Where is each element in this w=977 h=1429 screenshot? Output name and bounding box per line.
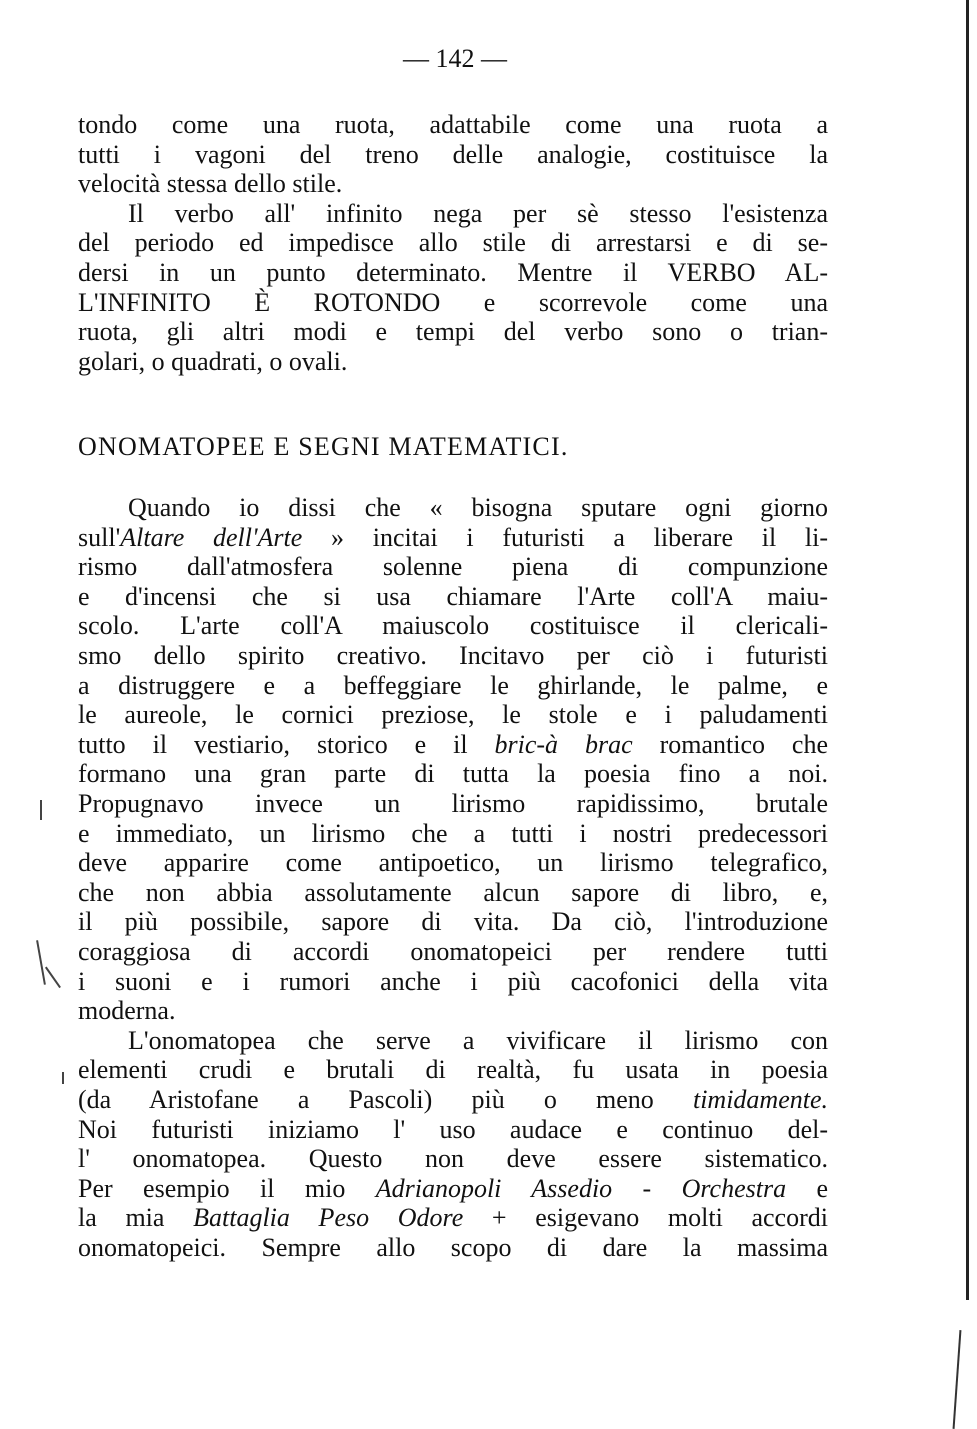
text-segment: e <box>786 1173 828 1203</box>
text-line <box>78 819 828 849</box>
text-segment: rismo dall'atmosfera solenne piena di compunzione <box>78 552 828 582</box>
page-edge-line-lower <box>953 1330 962 1429</box>
text-line <box>78 140 828 170</box>
text-segment: sull' <box>78 522 121 552</box>
text-line <box>78 1055 828 1085</box>
text-segment: Noi futuristi iniziamo l' uso audace e continuo del- <box>78 1114 828 1144</box>
text-segment: ruota, gli altri modi e tempi del verbo sono o trian- <box>78 317 828 347</box>
text-line <box>78 228 828 258</box>
text-segment: i suoni e i rumori anche i più cacofonici della vita <box>78 966 828 996</box>
text-line <box>78 317 828 347</box>
text-segment: del periodo ed impedisce allo stile di arrestarsi e di se- <box>78 228 828 258</box>
text-line <box>78 1203 828 1233</box>
text-segment: + esigevano molti accordi <box>463 1203 828 1233</box>
text-line <box>78 1085 828 1115</box>
text-segment: a distruggere e a beffeggiare le ghirlande, le palme, e <box>78 670 828 700</box>
text-segment: le aureole, le cornici preziose, le stole e i paludamenti <box>78 700 828 730</box>
text-segment: la mia <box>78 1203 194 1233</box>
text-line <box>78 1144 828 1174</box>
text-segment: » incitai i futuristi a liberare il li- <box>302 522 828 552</box>
text-line <box>78 110 828 140</box>
text-segment: Quando io dissi che « bisogna sputare ogni giorno <box>128 493 828 522</box>
text-line <box>78 493 828 523</box>
text-segment: formano una gran parte di tutta la poesia fino a noi. <box>78 759 828 789</box>
text-line <box>78 907 828 937</box>
text-segment: coraggiosa di accordi onomatopeici per rendere tutti <box>78 937 828 966</box>
text-line <box>78 258 828 288</box>
text-line <box>78 996 828 1026</box>
text-line <box>78 1026 828 1056</box>
text-line <box>78 878 828 908</box>
italic-text: Altare dell'Arte <box>120 522 303 552</box>
text-segment: che non abbia assolutamente alcun sapore di libro, e, <box>78 877 828 907</box>
text-segment: Per esempio il mio <box>78 1173 376 1203</box>
text-line <box>78 759 828 789</box>
text-segment: L'INFINITO È ROTONDO e scorrevole come una <box>78 287 828 317</box>
text-line <box>78 169 828 199</box>
margin-mark <box>36 940 45 985</box>
text-line <box>78 789 828 819</box>
italic-text: Adrianopoli Assedio - Orchestra <box>375 1173 787 1203</box>
italic-text: bric-à brac <box>494 729 633 759</box>
text-segment: e immediato, un lirismo che a tutti i nostri predecessori <box>78 818 828 848</box>
text-segment: deve apparire come antipoetico, un lirismo telegrafico, <box>78 848 828 878</box>
text-line <box>78 347 828 377</box>
text-segment: onomatopeici. Sempre allo scopo di dare la massima <box>78 1233 828 1262</box>
margin-mark <box>45 967 61 988</box>
page-edge-line <box>966 0 969 1300</box>
text-line <box>78 967 828 997</box>
text-segment: L'onomatopea che serve a vivificare il lirismo con <box>128 1025 828 1055</box>
italic-text: Battaglia Peso Odore <box>193 1203 464 1233</box>
text-line <box>78 611 828 641</box>
text-segment: tutti i vagoni del treno delle analogie, costituisce la <box>78 139 828 169</box>
text-segment: (da Aristofane a Pascoli) più o meno <box>78 1085 693 1114</box>
text-segment: Il verbo all' infinito nega per sè stesso l'esistenza <box>128 198 828 228</box>
text-segment: tutto il vestiario, storico e il <box>78 729 495 759</box>
text-segment: velocità stessa dello stile. <box>78 169 343 199</box>
text-line <box>78 552 828 582</box>
margin-mark <box>62 1072 64 1084</box>
text-line <box>78 848 828 878</box>
text-segment: moderna. <box>78 996 176 1026</box>
text-line <box>78 641 828 671</box>
text-segment: elementi crudi e brutali di realtà, fu usata in poesia <box>78 1055 828 1085</box>
text-segment: il più possibile, sapore di vita. Da ciò, l'introduzione <box>78 907 828 937</box>
text-line <box>78 199 828 229</box>
section-heading: ONOMATOPEE E SEGNI MATEMATICI. <box>78 432 569 461</box>
margin-mark <box>40 800 42 820</box>
italic-text: timidamente. <box>692 1085 828 1114</box>
text-line <box>78 1115 828 1145</box>
text-segment: scolo. L'arte coll'A maiuscolo costituisce il clericali- <box>78 611 828 641</box>
text-line <box>78 937 828 967</box>
text-segment: e d'incensi che si usa chiamare l'Arte coll'A maiu- <box>78 581 828 611</box>
text-line <box>78 582 828 612</box>
text-segment: dersi in un punto determinato. Mentre il VERBO AL- <box>78 258 828 287</box>
text-segment: tondo come una ruota, adattabile come una ruota a <box>78 110 828 139</box>
text-line <box>78 700 828 730</box>
text-segment: romantico che <box>632 729 828 759</box>
text-line <box>78 671 828 701</box>
text-line <box>78 523 828 553</box>
text-line <box>78 1174 828 1204</box>
text-line <box>78 288 828 318</box>
text-segment: Propugnavo invece un lirismo rapidissimo, brutale <box>78 789 828 818</box>
text-segment: smo dello spirito creativo. Incitavo per ciò i futuristi <box>78 641 828 670</box>
text-segment: l' onomatopea. Questo non deve essere sistematico. <box>78 1144 828 1174</box>
text-line <box>78 730 828 760</box>
text-segment: golari, o quadrati, o ovali. <box>78 346 348 376</box>
text-line <box>78 1233 828 1263</box>
page-number: — 142 — <box>403 44 507 73</box>
